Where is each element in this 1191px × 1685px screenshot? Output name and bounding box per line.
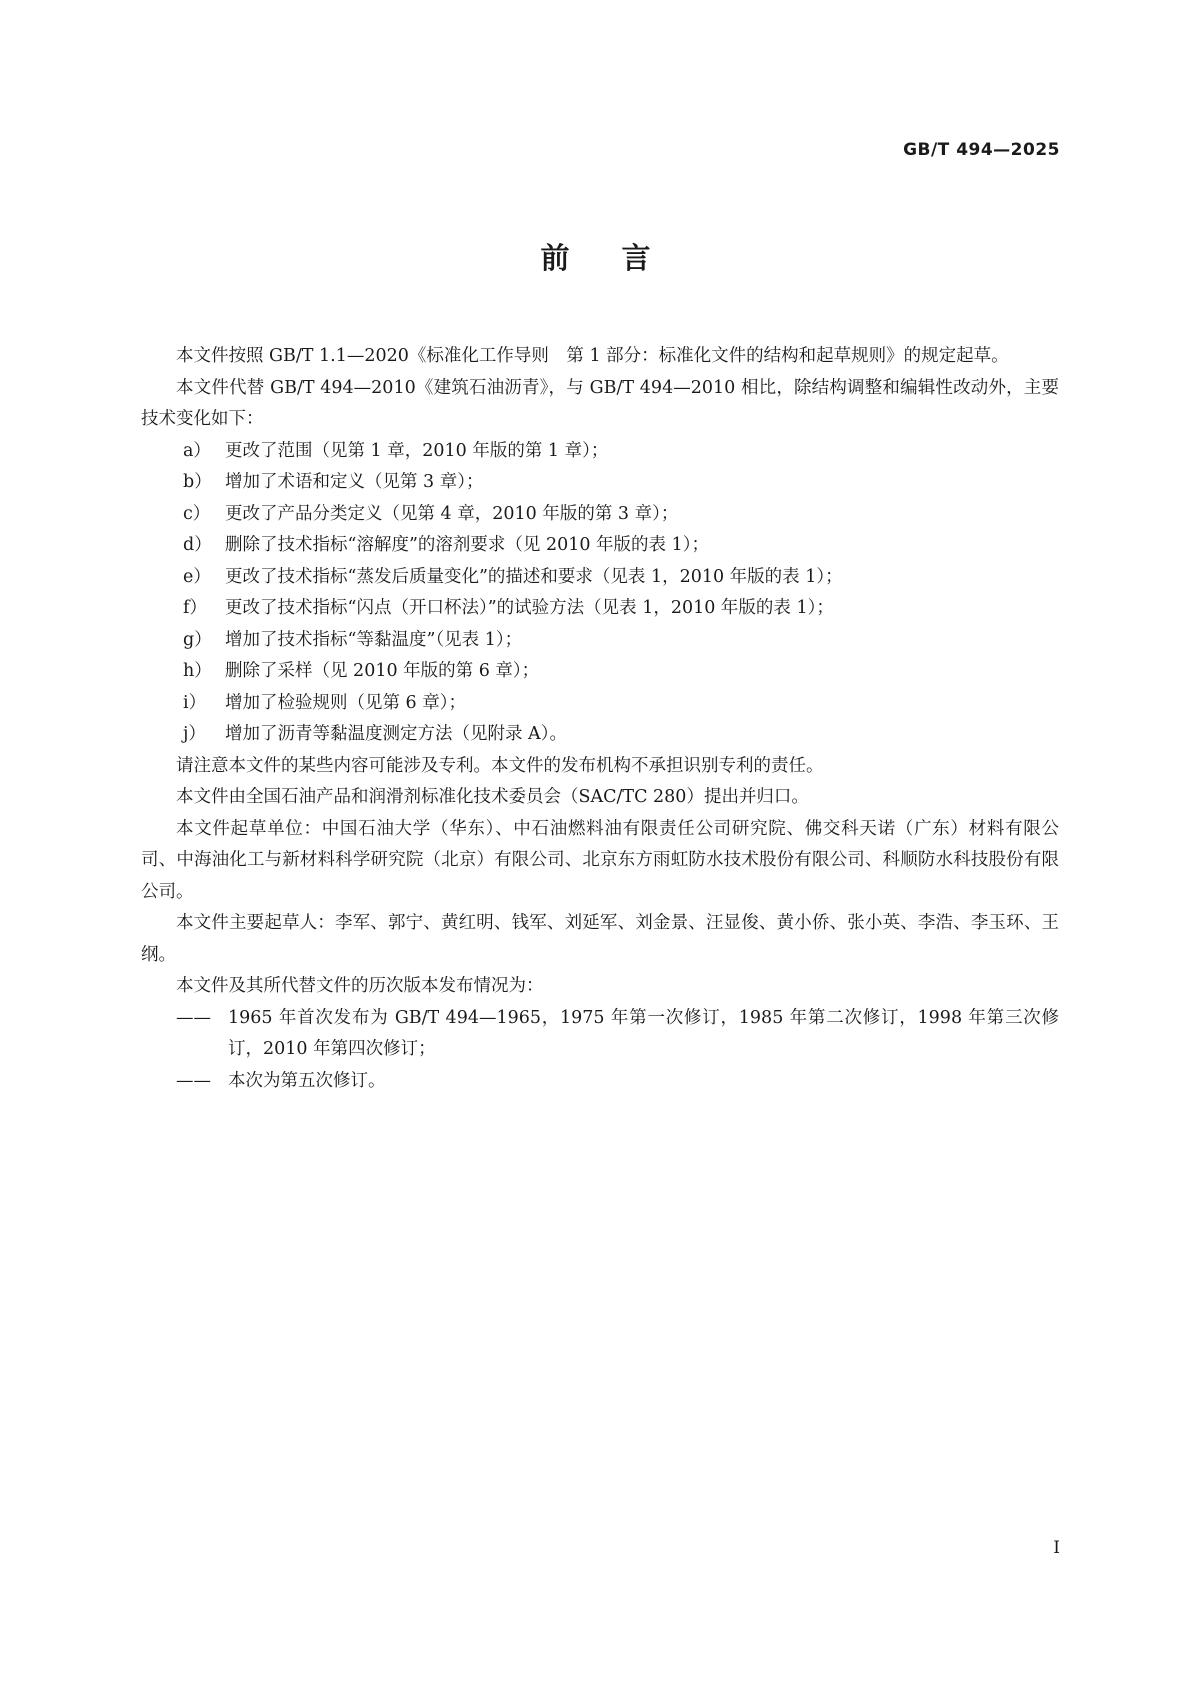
list-marker: c）	[183, 503, 211, 524]
list-marker: e）	[183, 566, 211, 587]
list-item-text: 删除了采样（见 2010 年版的第 6 章）；	[225, 661, 540, 681]
history-item	[141, 1066, 1059, 1098]
list-item-text: 更改了范围（见第 1 章，2010 年版的第 1 章）；	[225, 440, 609, 461]
list-marker: f）	[183, 598, 207, 618]
list-marker: b）	[183, 472, 212, 492]
changes-list	[141, 436, 1059, 751]
dash-marker: ——	[176, 1007, 211, 1028]
paragraph-proposer: 本文件由全国石油产品和润滑剂标准化技术委员会（SAC/TC 280）提出并归口。	[176, 787, 809, 807]
list-item	[141, 436, 1059, 468]
document-body	[141, 341, 1059, 1097]
list-marker: h）	[183, 661, 212, 681]
list-item-text: 增加了技术指标“等黏温度”（见表 1）；	[225, 629, 523, 650]
list-item	[141, 719, 1059, 751]
list-item-text: 增加了检验规则（见第 6 章）；	[225, 692, 467, 713]
paragraph-history-intro: 本文件及其所代替文件的历次版本发布情况为：	[176, 976, 544, 996]
paragraph-patent-notice: 请注意本文件的某些内容可能涉及专利。本文件的发布机构不承担识别专利的责任。	[176, 755, 824, 776]
history-item-text: 1965 年首次发布为 GB/T 494—1965，1975 年第一次修订，1985 年第二次修订，1998 年第三次修订，2010 年第四次修订；	[228, 1007, 1059, 1059]
history-item	[141, 1003, 1059, 1066]
list-marker: j）	[183, 724, 206, 744]
list-item-text: 增加了沥青等黏温度测定方法（见附录 A）。	[225, 724, 567, 744]
list-item	[141, 593, 1059, 625]
paragraph-drafters: 本文件主要起草人：李军、郭宁、黄红明、钱军、刘延军、刘金景、汪显俊、黄小侨、张小英、李浩、李玉环、王纲。	[141, 913, 1059, 965]
list-marker: d）	[183, 535, 212, 555]
list-item-text: 更改了产品分类定义（见第 4 章，2010 年版的第 3 章）；	[225, 503, 679, 524]
list-item	[141, 688, 1059, 720]
list-item-text: 更改了技术指标“闪点（开口杯法）”的试验方法（见表 1，2010 年版的表 1）；	[225, 598, 834, 618]
list-item	[141, 467, 1059, 499]
page-number: I	[1053, 1538, 1060, 1558]
list-marker: g）	[183, 629, 212, 650]
list-item	[141, 530, 1059, 562]
paragraph-drafting-units: 本文件起草单位：中国石油大学（华东）、中石油燃料油有限责任公司研究院、佛交科天诺（广东）材料有限公司、中海油化工与新材料科学研究院（北京）有限公司、北京东方雨虹防水技术股份有限公司、科顺防水科技股份有限公司。	[141, 818, 1059, 902]
page-title: 前言	[540, 241, 703, 275]
list-item-text: 增加了术语和定义（见第 3 章）；	[225, 472, 484, 492]
list-marker: a）	[183, 440, 211, 461]
list-item	[141, 656, 1059, 688]
history-item-text: 本次为第五次修订。	[228, 1070, 386, 1091]
standard-code: GB/T 494—2025	[903, 140, 1060, 160]
dash-marker: ——	[176, 1070, 211, 1091]
paragraph-drafting-rule: 本文件按照 GB/T 1.1—2020《标准化工作导则 第 1 部分：标准化文件的结构和起草规则》的规定起草。	[176, 346, 1009, 366]
paragraph-replacement: 本文件代替 GB/T 494—2010《建筑石油沥青》，与 GB/T 494—2010 相比，除结构调整和编辑性改动外，主要技术变化如下：	[141, 377, 1059, 429]
list-item-text: 删除了技术指标“溶解度”的溶剂要求（见 2010 年版的表 1）；	[225, 535, 709, 555]
list-item-text: 更改了技术指标“蒸发后质量变化”的描述和要求（见表 1，2010 年版的表 1）；	[225, 566, 843, 587]
list-item	[141, 499, 1059, 531]
list-marker: i）	[183, 692, 207, 713]
list-item	[141, 625, 1059, 657]
list-item	[141, 562, 1059, 594]
history-list	[141, 1003, 1059, 1098]
